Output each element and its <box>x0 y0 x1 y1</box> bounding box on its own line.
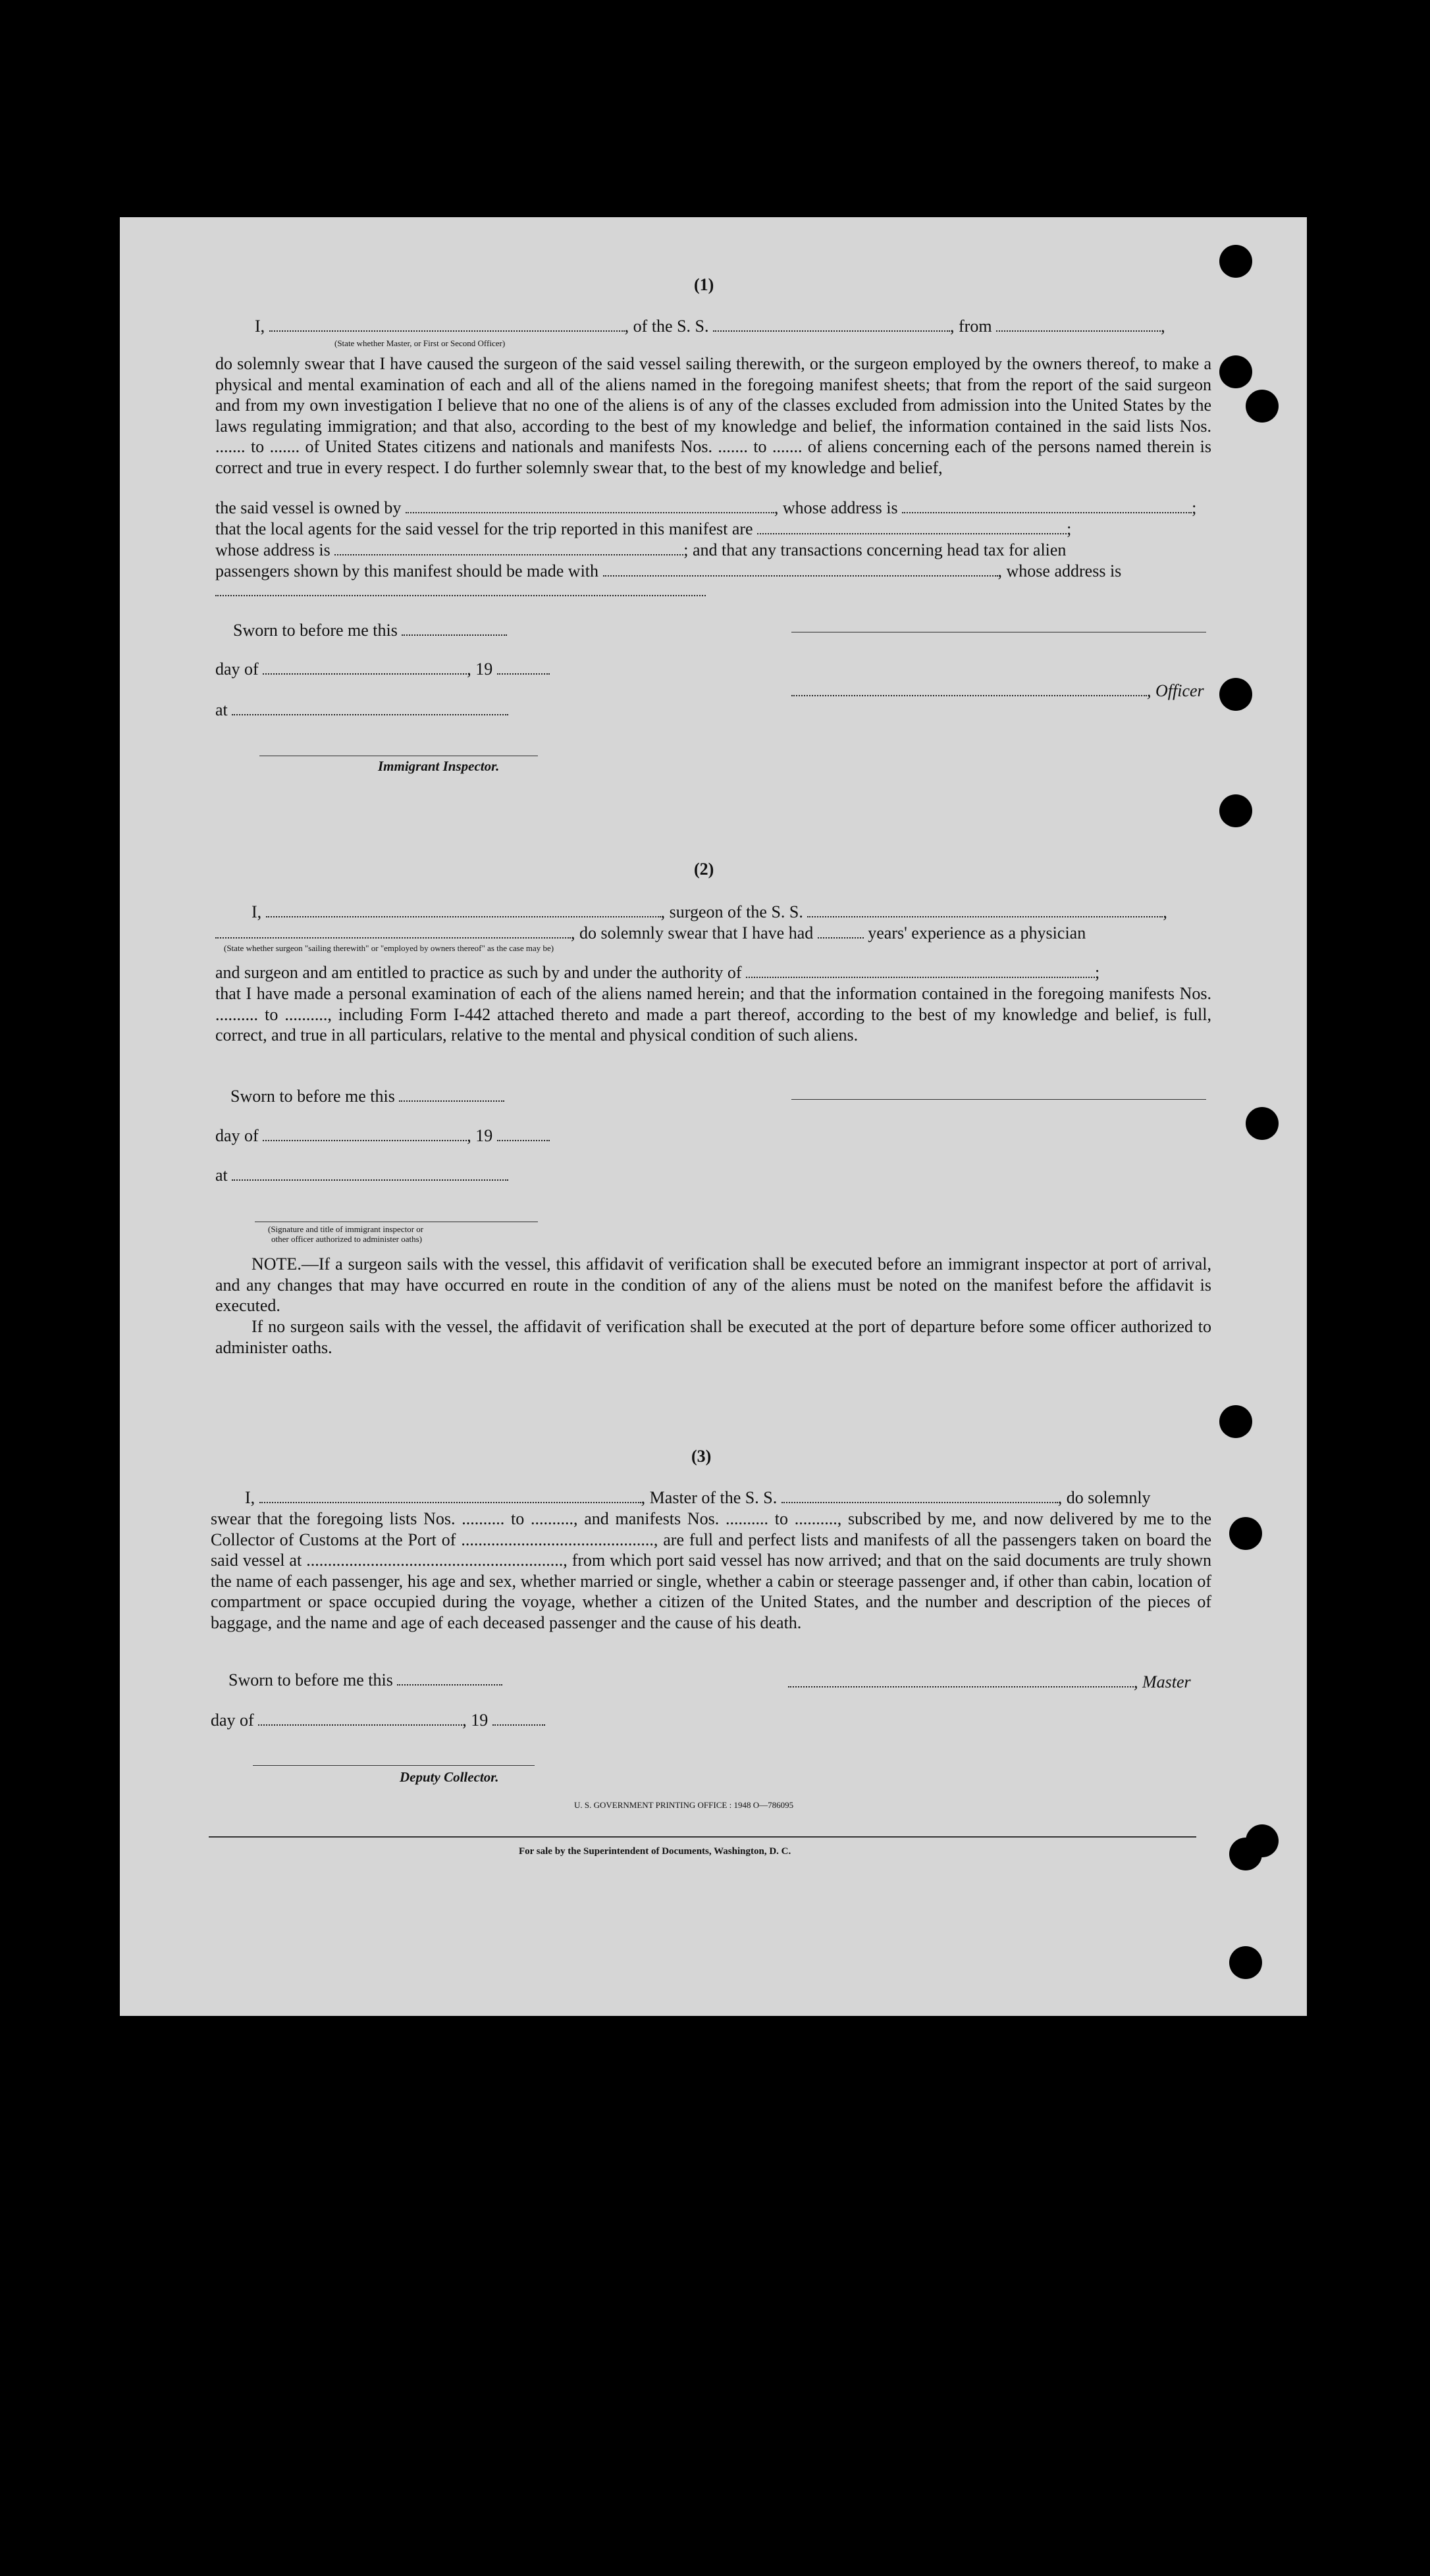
footer-rule <box>209 1836 1196 1838</box>
s1-owned-label: the said vessel is owned by <box>215 498 402 517</box>
s1-owned-line: the said vessel is owned by , whose address is ; <box>215 498 1197 517</box>
s1-blank-agents-address <box>334 541 683 555</box>
s1-continuation <box>215 580 706 601</box>
s2-blank-vessel <box>807 903 1163 917</box>
s1-line1-a: I, <box>255 317 265 336</box>
s3-deputy-label: Deputy Collector. <box>400 1769 499 1785</box>
s3-day-line <box>211 1710 545 1730</box>
s1-blank-owner <box>406 499 774 513</box>
binder-hole-4 <box>1219 678 1252 711</box>
s2-sig-note-1: (Signature and title of immigrant inspector or <box>268 1224 424 1234</box>
s3-year-label: , 19 <box>462 1711 489 1730</box>
footer-sale-notice: For sale by the Superintendent of Documents, Washington, D. C. <box>519 1846 791 1857</box>
s2-sworn-line <box>230 1086 504 1106</box>
s1-blank-sworn-day <box>402 621 507 636</box>
s2-line1-b: , surgeon of the S. S. <box>660 902 803 921</box>
s3-collector-line <box>253 1765 535 1766</box>
s1-blank-officer-signature <box>791 682 1147 696</box>
s1-agents-label: that the local agents for the said vessel for the trip reported in this manifest are <box>215 519 753 538</box>
s1-sworn-line <box>233 620 507 640</box>
s3-blank-month <box>258 1711 462 1726</box>
binder-hole-8 <box>1229 1517 1262 1550</box>
s1-agents-line: that the local agents for the said vessel for the trip reported in this manifest are ; <box>215 519 1072 538</box>
s1-blank-owner-address <box>902 499 1192 513</box>
s2-line2-b: years' experience as a physician <box>868 923 1086 942</box>
s1-whose-line <box>215 540 1066 560</box>
s2-no-surgeon-paragraph: If no surgeon sails with the vessel, the affidavit of verification shall be executed at the port of departure before some officer authorized to administer oaths. <box>215 1317 1211 1357</box>
s1-blank-year <box>497 660 550 675</box>
s3-blank-sworn-day <box>397 1671 502 1686</box>
s2-at-line <box>215 1165 508 1185</box>
s1-whose-label: whose address is <box>215 540 331 559</box>
s1-at-label: at <box>215 700 228 719</box>
s2-line2-a: , do solemnly swear that I have had <box>571 923 814 942</box>
s3-blank-master <box>259 1489 641 1503</box>
s3-blank-master-signature <box>788 1673 1134 1687</box>
s1-officer-line <box>791 681 1204 701</box>
s3-blank-year <box>492 1711 545 1726</box>
s2-exam-paragraph: that I have made a personal examination of each of the aliens named herein; and that the information contained in the foregoing manifests Nos. .......... to .........., including Form I-442 attached thereto and made a part thereof, according to the best of my knowledge and belief, is full, correct, and true in all particulars, relative to the mental and physical condition of such aliens. <box>215 984 1211 1044</box>
s1-oath-paragraph: do solemnly swear that I have caused the surgeon of the said vessel sailing therewith, or the surgeon employed by the owners thereof, to make a physical and mental examination of each and all of the aliens named in the foregoing manifest sheets; that from the report of the said surgeon and from my own investigation I believe that no one of the aliens is of any of the classes excluded from admission into the United States by the laws regulating immigration; and that also, according to the best of my knowledge and belief, the information contained in the said lists Nos. ....... to ....... of United States citizens and nationals and manifests Nos. ....... to ....... of aliens concerning each of the persons named therein is correct and true in every respect. I do further solemnly swear that, to the best of my knowledge and belief, <box>215 354 1211 477</box>
binder-hole-6 <box>1246 1107 1279 1140</box>
manifest-affidavit-page <box>120 217 1307 2016</box>
s1-day-label: day of <box>215 659 259 679</box>
s3-line1 <box>245 1487 1151 1508</box>
s1-year-label: , 19 <box>467 659 493 679</box>
s1-at-line <box>215 700 508 720</box>
s1-line1: I, , of the S. S. , from , <box>255 317 1165 336</box>
s1-whose-b: ; and that any transactions concerning head tax for alien <box>683 540 1067 559</box>
section-1-heading: (1) <box>694 275 714 294</box>
gpo-imprint: U. S. GOVERNMENT PRINTING OFFICE : 1948 O—786095 <box>574 1800 794 1810</box>
s1-passengers-b: , whose address is <box>997 561 1122 580</box>
s2-status-note: (State whether surgeon "sailing therewith" or "employed by owners thereof" as the case may be) <box>224 943 554 953</box>
s1-blank-from <box>996 317 1161 332</box>
s1-sworn-label: Sworn to before me this <box>233 621 398 640</box>
s1-blank-officer <box>269 317 625 332</box>
s1-blank-month <box>263 660 467 675</box>
s2-signature-line <box>791 1099 1206 1100</box>
s2-line1: I, , surgeon of the S. S. , <box>252 902 1167 921</box>
s1-blank-head-tax-address <box>215 582 706 596</box>
s1-inspector-label: Immigrant Inspector. <box>378 758 500 774</box>
s2-day-line <box>215 1125 550 1146</box>
binder-hole-7 <box>1219 1405 1252 1438</box>
s2-blank-authority <box>746 964 1095 978</box>
s1-blank-vessel <box>713 317 950 332</box>
binder-hole-3 <box>1246 390 1279 423</box>
s3-sworn-line <box>228 1670 502 1690</box>
s1-blank-at <box>232 701 508 715</box>
s1-day-line <box>215 659 550 679</box>
s1-officer-label: , Officer <box>1147 681 1204 700</box>
s3-line1-b: , Master of the S. S. <box>641 1488 778 1507</box>
s3-day-label: day of <box>211 1711 254 1730</box>
s2-year-label: , 19 <box>467 1126 493 1145</box>
s1-line1-b: , of the S. S. <box>624 317 709 336</box>
s3-blank-vessel <box>781 1489 1058 1503</box>
binder-hole-1 <box>1219 245 1252 278</box>
s3-master-line <box>788 1672 1191 1692</box>
s2-blank-month <box>263 1127 467 1141</box>
binder-hole-5 <box>1219 794 1252 827</box>
binder-hole-2 <box>1219 355 1252 388</box>
s2-line1-a: I, <box>252 902 262 921</box>
s2-line2 <box>215 923 1086 943</box>
s1-blank-head-tax <box>603 562 998 577</box>
s1-line1-c: , from <box>950 317 992 336</box>
s3-oath-paragraph: swear that the foregoing lists Nos. .......... to .........., and manifests Nos. .......... to .........., subscribed by me, and now delivered by me to the Collector of Customs at the Port of ............................................., are full and perfect lists and manifests of all the passengers taken on board the said vessel at ............................................................, from which port said vessel has now arrived; and that on the said documents are truly shown the name of each passenger, his age and sex, whether married or single, whether a cabin or steerage passenger and, if other than cabin, location of compartment or space occupied during the voyage, whether a citizen of the United States, and the number and description of the pieces of baggage, and the name and age of each deceased passenger and the cause of his death. <box>211 1509 1211 1632</box>
s2-sworn-label: Sworn to before me this <box>230 1087 395 1106</box>
s3-line1-c: , do solemnly <box>1057 1488 1151 1507</box>
s2-line3-label: and surgeon and am entitled to practice as such by and under the authority of <box>215 963 742 982</box>
s2-blank-sworn-day <box>399 1087 504 1102</box>
s1-passengers-label: passengers shown by this manifest should be made with <box>215 561 599 580</box>
binder-hole-11 <box>1229 1946 1262 1979</box>
s1-blank-agents <box>757 520 1067 534</box>
s2-day-label: day of <box>215 1126 259 1145</box>
section-2-heading: (2) <box>694 860 714 879</box>
s1-owned-b: , whose address is <box>774 498 898 517</box>
s2-blank-years <box>818 924 864 939</box>
s2-blank-surgeon <box>266 903 661 917</box>
s2-note-paragraph: NOTE.—If a surgeon sails with the vessel, this affidavit of verification shall be executed before an immigrant inspector at port of arrival, and any changes that may have occurred en route in the condition of any of the aliens must be noted on the manifest before the affidavit is executed. <box>215 1254 1211 1315</box>
s1-officer-note: (State whether Master, or First or Second Officer) <box>334 338 506 348</box>
s2-blank-at <box>232 1166 508 1181</box>
s2-blank-year <box>497 1127 550 1141</box>
binder-hole-10 <box>1246 1824 1279 1857</box>
s2-line3: and surgeon and am entitled to practice as such by and under the authority of ; <box>215 963 1100 982</box>
section-3-heading: (3) <box>691 1447 712 1466</box>
s3-line1-a: I, <box>245 1488 255 1507</box>
s2-sig-note-2: other officer authorized to administer oaths) <box>271 1234 422 1244</box>
s2-at-label: at <box>215 1166 228 1185</box>
s2-blank-status <box>215 924 571 939</box>
s1-passengers-line <box>215 561 1121 581</box>
s3-master-label: , Master <box>1134 1672 1191 1691</box>
s3-sworn-label: Sworn to before me this <box>228 1670 393 1689</box>
